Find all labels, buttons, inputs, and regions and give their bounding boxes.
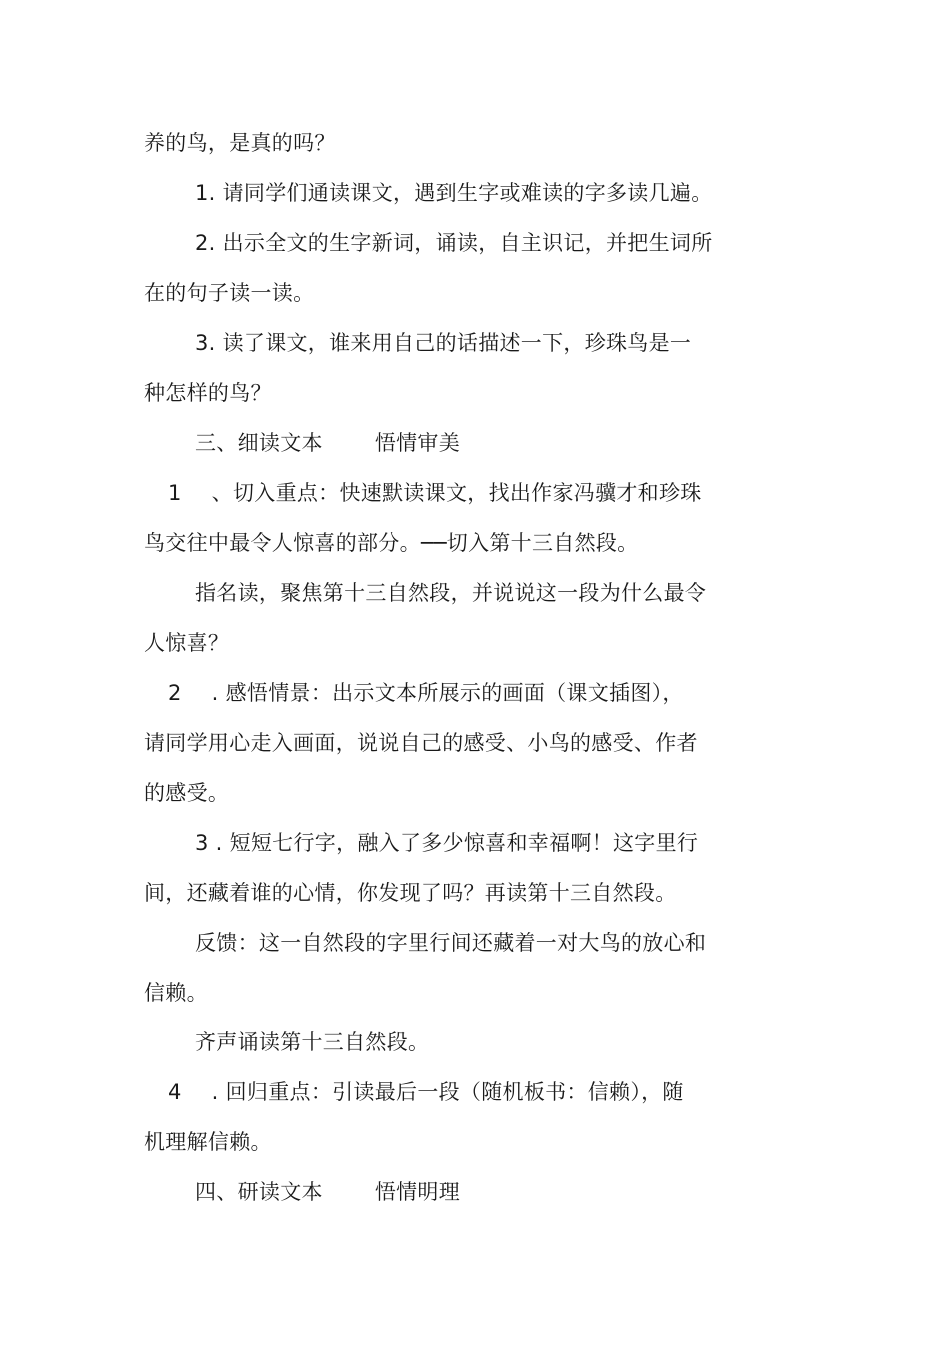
item-number: 4 (168, 1080, 182, 1104)
text-line: 反馈：这一自然段的字里行间还藏着一对大鸟的放心和 (195, 931, 707, 955)
numbered-item (168, 1077, 684, 1107)
text-line: 机理解信赖。 (144, 1130, 272, 1154)
text-line: 2. 出示全文的生字新词，诵读，自主识记，并把生词所 (195, 231, 713, 255)
item-text: 、切入重点：快速默读课文，找出作家冯骥才和珍珠 (211, 481, 702, 505)
item-text: . 回归重点：引读最后一段（随机板书：信赖），随 (211, 1080, 684, 1104)
text-line: 养的鸟，是真的吗？ (144, 131, 336, 155)
section-heading (195, 1177, 460, 1207)
text-line: 3 . 短短七行字，融入了多少惊喜和幸福啊！这字里行 (195, 831, 699, 855)
text-line: 在的句子读一读。 (144, 281, 315, 305)
section-heading-title: 四、研读文本 (195, 1180, 323, 1204)
text-line: 的感受。 (144, 781, 230, 805)
text-line: 间，还藏着谁的心情，你发现了吗？再读第十三自然段。 (144, 881, 677, 905)
text-line: 3. 读了课文，谁来用自己的话描述一下，珍珠鸟是一 (195, 331, 692, 355)
text-line: 种怎样的鸟？ (144, 381, 272, 405)
text-line: 请同学用心走入画面，说说自己的感受、小鸟的感受、作者 (144, 731, 698, 755)
text-line: 1. 请同学们通读课文，遇到生字或难读的字多读几遍。 (195, 181, 713, 205)
item-text: . 感悟情景：出示文本所展示的画面（课文插图）， (211, 681, 684, 705)
item-number: 2 (168, 681, 182, 705)
numbered-item (168, 478, 702, 508)
text-line: 鸟交往中最令人惊喜的部分。──切入第十三自然段。 (144, 531, 639, 555)
text-line: 齐声诵读第十三自然段。 (195, 1030, 430, 1054)
text-line: 指名读，聚焦第十三自然段，并说说这一段为什么最令 (195, 581, 707, 605)
section-heading-subtitle: 悟情明理 (374, 1180, 461, 1204)
text-line: 人惊喜？ (144, 631, 230, 655)
item-number: 1 (168, 481, 182, 505)
section-heading-title: 三、细读文本 (195, 431, 323, 455)
numbered-item (168, 678, 684, 708)
text-line: 信赖。 (144, 981, 208, 1005)
section-heading-subtitle: 悟情审美 (374, 431, 461, 455)
section-heading (195, 428, 460, 458)
